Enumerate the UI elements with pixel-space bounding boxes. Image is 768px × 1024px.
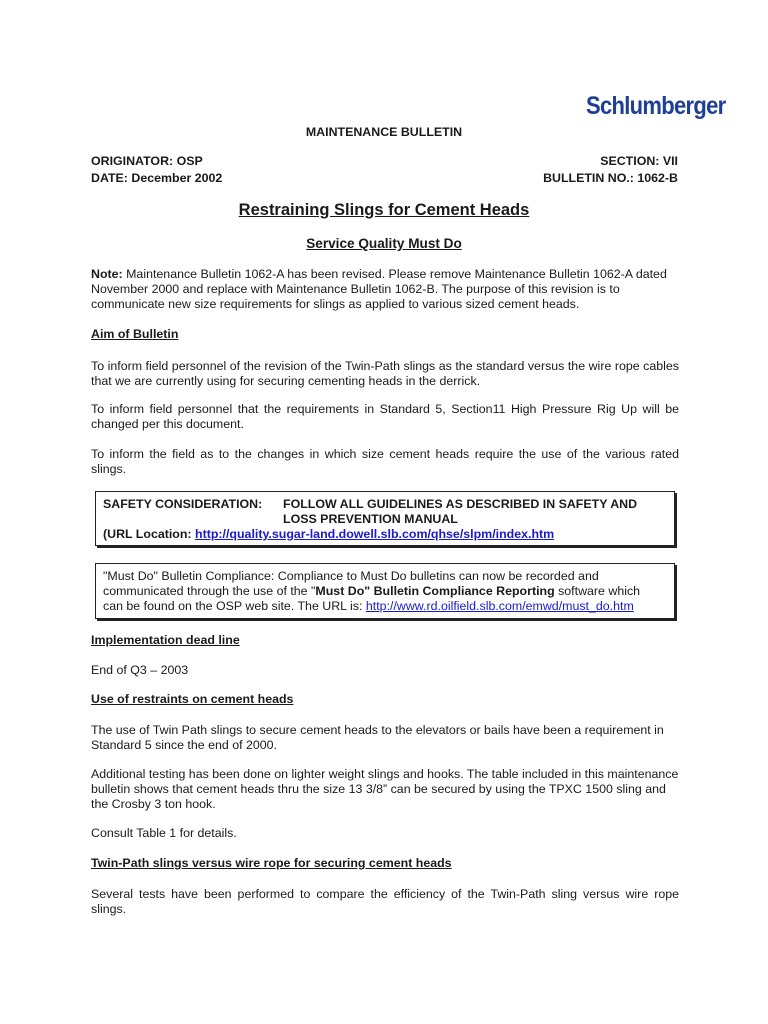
- compliance-line-3: [103, 599, 634, 614]
- note-text: Maintenance Bulletin 1062-A has been revised. Please remove Maintenance Bulletin 1062-A dated November 2000 and replace with Maintenance Bulletin 1062-B. The purpose of this revision is to communicate new size requirements for slings as applied to various sized cement heads.: [91, 267, 667, 311]
- compliance-line-2-pre: communicated through the use of the ": [103, 584, 316, 598]
- safety-consideration-box: [95, 491, 675, 546]
- safety-url-label: (URL Location:: [103, 527, 196, 541]
- implementation-text: End of Q3 – 2003: [91, 663, 189, 677]
- implementation-heading: Implementation dead line: [91, 633, 240, 647]
- must-do-link[interactable]: http://www.rd.oilfield.slb.com/emwd/must_do.htm: [365, 599, 634, 613]
- page-subtitle: Service Quality Must Do: [306, 236, 462, 251]
- aim-paragraph-3: To inform the field as to the changes in which size cement heads require the use of the various rated slings.: [91, 447, 679, 476]
- doc-type-label: MAINTENANCE BULLETIN: [305, 125, 463, 139]
- restraints-paragraph-3: Consult Table 1 for details.: [91, 826, 237, 840]
- page-title: Restraining Slings for Cement Heads: [238, 201, 530, 219]
- compliance-line-1: "Must Do" Bulletin Compliance: Compliance to Must Do bulletins can now be recorded and: [103, 569, 599, 583]
- note-label: Note:: [91, 267, 123, 281]
- restraints-paragraph-2: Additional testing has been done on lighter weight slings and hooks. The table included in this maintenance bulletin shows that cement heads thru the size 13 3/8” can be secured by using the TPXC 1500 sling and the Crosby 3 ton hook.: [91, 767, 679, 811]
- compliance-line-2-post: software which: [554, 584, 641, 598]
- twinpath-heading: Twin-Path slings versus wire rope for securing cement heads: [91, 856, 452, 870]
- safety-url-line: [103, 527, 554, 542]
- compliance-reporting-name: Must Do" Bulletin Compliance Reporting: [315, 584, 555, 598]
- section: SECTION: VII: [600, 154, 678, 168]
- compliance-line-3-pre: can be found on the OSP web site. The URL is:: [103, 599, 366, 613]
- twinpath-paragraph-1: Several tests have been performed to compare the efficiency of the Twin-Path sling versus wire rope slings.: [91, 887, 679, 916]
- company-logo: Schlumberger: [586, 92, 726, 120]
- safety-line-2: LOSS PREVENTION MANUAL: [283, 512, 458, 526]
- note-paragraph: [91, 267, 679, 312]
- compliance-line-2: [103, 584, 640, 599]
- safety-label: SAFETY CONSIDERATION:: [103, 497, 263, 511]
- restraints-paragraph-1: The use of Twin Path slings to secure cement heads to the elevators or bails have been a requirement in Standard 5 since the end of 2000.: [91, 723, 664, 752]
- aim-heading: Aim of Bulletin: [91, 327, 179, 341]
- restraints-heading: Use of restraints on cement heads: [91, 692, 294, 706]
- date: DATE: December 2002: [91, 171, 223, 185]
- safety-manual-link[interactable]: http://quality.sugar-land.dowell.slb.com/qhse/slpm/index.htm: [195, 527, 555, 541]
- originator: ORIGINATOR: OSP: [91, 154, 203, 168]
- safety-line-1: FOLLOW ALL GUIDELINES AS DESCRIBED IN SAFETY AND: [283, 497, 638, 511]
- aim-paragraph-1: To inform field personnel of the revision of the Twin-Path slings as the standard versus the wire rope cables that we are currently using for securing cementing heads in the derrick.: [91, 359, 679, 388]
- compliance-box: [95, 563, 675, 619]
- bulletin-number: BULLETIN NO.: 1062-B: [543, 171, 678, 185]
- aim-paragraph-2: To inform field personnel that the requirements in Standard 5, Section11 High Pressure Rig Up will be changed per this document.: [91, 402, 679, 431]
